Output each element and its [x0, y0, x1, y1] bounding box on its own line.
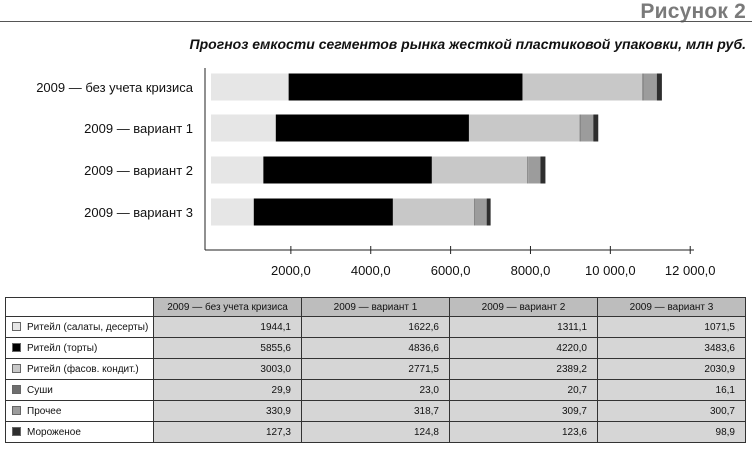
row-label-cell — [6, 359, 154, 380]
table-row — [6, 317, 746, 338]
row-label-cell — [6, 338, 154, 359]
row-label: Суши — [27, 384, 53, 396]
table-cell: 318,7 — [302, 401, 450, 422]
bar-segment — [644, 74, 657, 101]
table-row — [6, 359, 746, 380]
category-label: 2009 — без учета кризиса — [36, 80, 193, 95]
data-table — [5, 297, 746, 443]
legend-swatch — [12, 406, 21, 415]
table-column-header: 2009 — вариант 1 — [302, 298, 450, 317]
table-cell: 4836,6 — [302, 338, 450, 359]
bar-segment — [642, 74, 643, 101]
row-label-cell — [6, 317, 154, 338]
table-row — [6, 401, 746, 422]
figure-label: Рисунок 2 — [640, 0, 746, 23]
legend-swatch — [12, 427, 21, 436]
legend-swatch — [12, 385, 21, 394]
bar-segment — [580, 115, 581, 142]
bar-segment — [657, 74, 662, 101]
bar-segment — [593, 115, 598, 142]
table-cell: 2771,5 — [302, 359, 450, 380]
chart-title: Прогноз емкости сегментов рынка жесткой пластиковой упаковки, млн руб. — [189, 36, 746, 52]
bar-segment — [432, 157, 527, 184]
table-cell: 1311,1 — [450, 317, 598, 338]
x-tick-label: 2000,0 — [270, 263, 311, 278]
bar-segment — [475, 199, 487, 226]
table-row — [6, 380, 746, 401]
x-tick-label: 4000,0 — [350, 263, 391, 278]
table-cell: 124,8 — [302, 422, 450, 443]
table-cell: 20,7 — [450, 380, 598, 401]
table-cell: 5855,6 — [154, 338, 302, 359]
row-label: Ритейл (салаты, десерты) — [27, 321, 149, 333]
table-column-header: 2009 — вариант 2 — [450, 298, 598, 317]
table-cell: 98,9 — [598, 422, 746, 443]
bar-segment — [528, 157, 540, 184]
row-label: Прочее — [27, 405, 62, 417]
table-cell: 23,0 — [302, 380, 450, 401]
table-cell: 330,9 — [154, 401, 302, 422]
table-cell: 3003,0 — [154, 359, 302, 380]
bar-segment — [276, 115, 469, 142]
row-label: Ритейл (фасов. кондит.) — [27, 363, 139, 375]
legend-swatch — [12, 322, 21, 331]
bar-segment — [487, 199, 491, 226]
table-cell: 2389,2 — [450, 359, 598, 380]
bar-segment — [540, 157, 545, 184]
row-label-cell — [6, 401, 154, 422]
x-tick-label: 12 000,0 — [664, 263, 716, 278]
bar-segment — [469, 115, 580, 142]
table-cell: 2030,9 — [598, 359, 746, 380]
bar-segment — [254, 199, 393, 226]
row-label: Мороженое — [27, 426, 81, 438]
table-cell: 3483,6 — [598, 338, 746, 359]
table-header-row — [6, 298, 746, 317]
category-label: 2009 — вариант 2 — [84, 163, 193, 178]
table-cell: 16,1 — [598, 380, 746, 401]
table-column-header: 2009 — без учета кризиса — [154, 298, 302, 317]
x-tick-label: 10 000,0 — [585, 263, 636, 278]
table-row — [6, 338, 746, 359]
table-cell: 29,9 — [154, 380, 302, 401]
bar-segment — [211, 199, 254, 226]
figure-rule — [0, 21, 752, 22]
table-cell: 1622,6 — [302, 317, 450, 338]
bar-segment — [211, 74, 289, 101]
table-cell: 1944,1 — [154, 317, 302, 338]
row-label-cell — [6, 380, 154, 401]
table-cell: 309,7 — [450, 401, 598, 422]
bar-segment — [263, 157, 432, 184]
table-cell: 127,3 — [154, 422, 302, 443]
x-tick-label: 8000,0 — [510, 263, 551, 278]
category-label: 2009 — вариант 3 — [84, 205, 193, 220]
category-label: 2009 — вариант 1 — [84, 121, 193, 136]
row-label-cell — [6, 422, 154, 443]
bar-segment — [522, 74, 642, 101]
x-tick-label: 6000,0 — [430, 263, 471, 278]
table-cell: 123,6 — [450, 422, 598, 443]
table-cell: 1071,5 — [598, 317, 746, 338]
bar-segment — [211, 115, 276, 142]
bar-segment — [581, 115, 594, 142]
table-cell: 300,7 — [598, 401, 746, 422]
table-cell: 4220,0 — [450, 338, 598, 359]
table-row — [6, 422, 746, 443]
bar-segment — [289, 74, 523, 101]
bar-segment — [527, 157, 528, 184]
row-label: Ритейл (торты) — [27, 342, 98, 354]
legend-swatch — [12, 364, 21, 373]
bar-segment — [393, 199, 474, 226]
table-column-header: 2009 — вариант 3 — [598, 298, 746, 317]
bar-segment — [211, 157, 263, 184]
table-corner-cell — [6, 298, 154, 317]
legend-swatch — [12, 343, 21, 352]
bar-chart — [0, 58, 752, 290]
